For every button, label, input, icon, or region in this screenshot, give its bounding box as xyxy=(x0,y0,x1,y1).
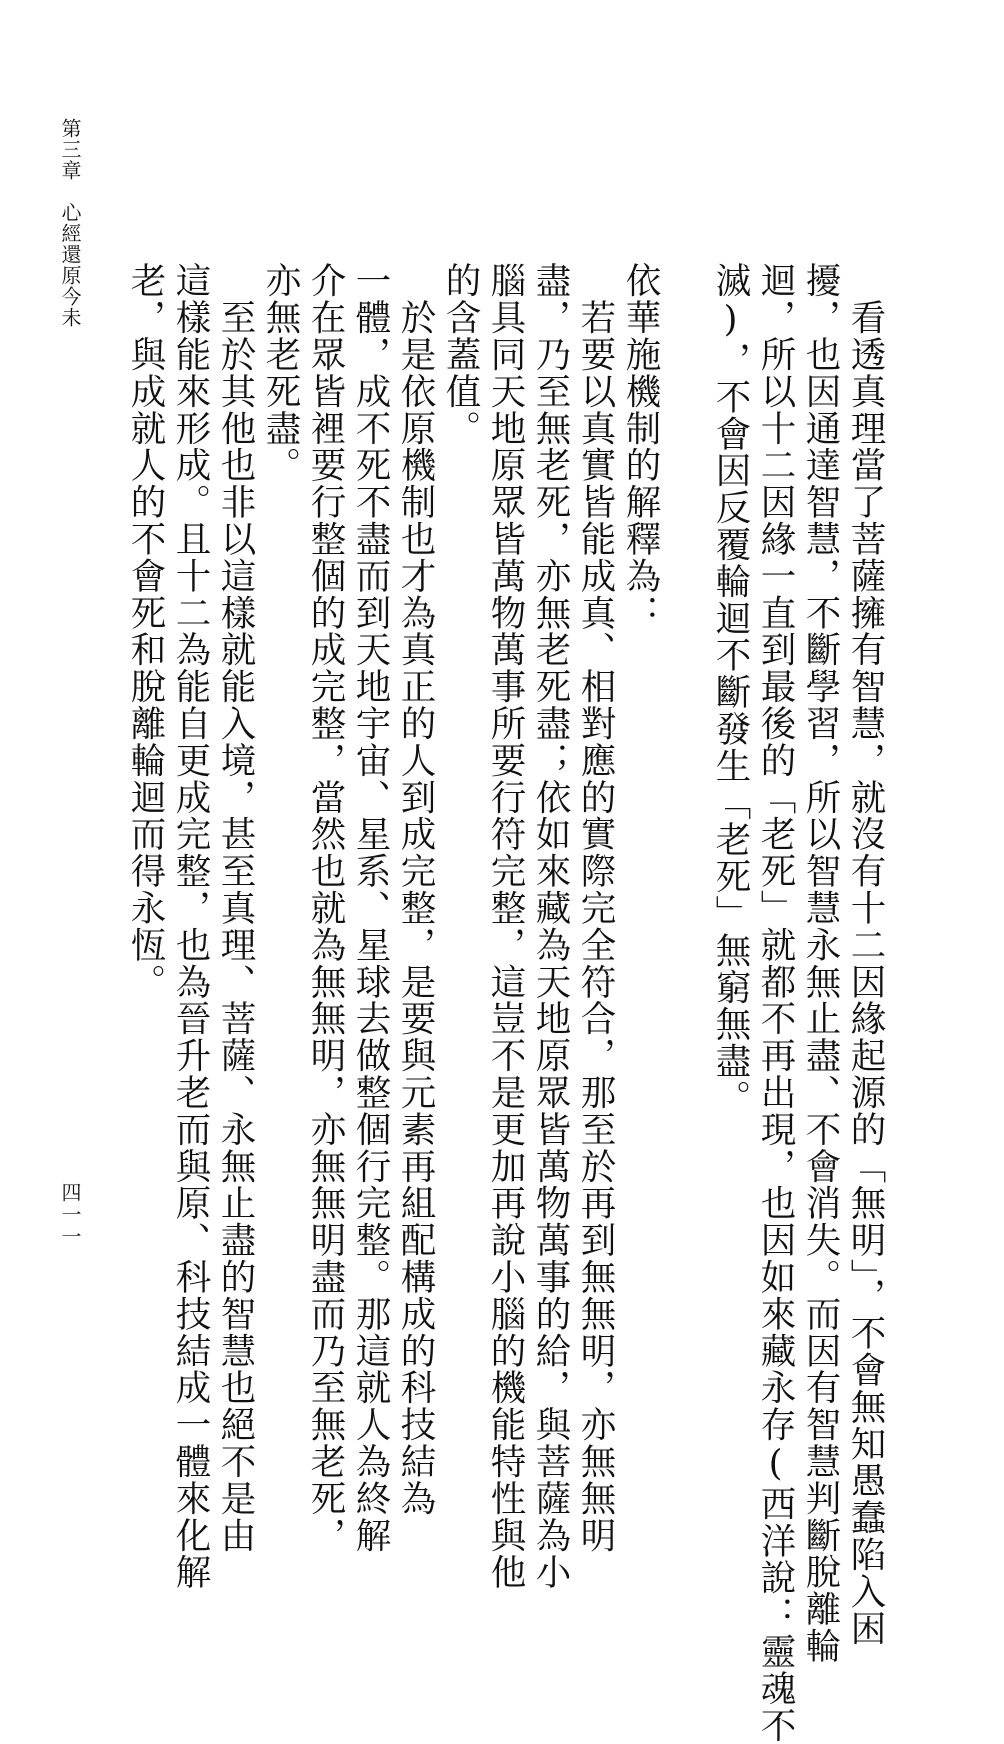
text-column-1: 看透真理當了菩薩擁有智慧，就沒有十二因緣起源的「無明」，不會無知愚蠢陷入困 xyxy=(845,262,886,1647)
text-column-6: 若要以真實皆能成真、相對應的實際完全符合，那至於再到無無明，亦無無明 xyxy=(575,262,616,1554)
text-column-4: 滅)，不會因反覆輪迴不斷發生「老死」無窮無盡。 xyxy=(710,262,751,1117)
text-column-16: 老，與成就人的不會死和脫離輪迴而得永恆。 xyxy=(125,262,166,1000)
text-column-7: 盡，乃至無老死，亦無老死盡；依如來藏為天地原眾皆萬物萬事的給，與菩薩為小 xyxy=(530,262,571,1591)
text-column-14: 至於其他也非以這樣就能入境，甚至真理、菩薩、永無止盡的智慧也絕不是由 xyxy=(215,262,256,1554)
running-head: 第三章 心經還原今未 xyxy=(58,118,82,328)
text-column-11: 一體，成不死不盡而到天地宇宙、星系、星球去做整個行完整。那這就人為終解 xyxy=(350,262,391,1554)
text-column-2: 擾，也因通達智慧，不斷學習，所以智慧永無止盡、不會消失。而因有智慧判斷脫離輪 xyxy=(800,262,841,1665)
text-column-10: 於是依原機制也才為真正的人到成完整，是要與元素再組配構成的科技結為 xyxy=(395,262,436,1517)
page-number: 四一一 xyxy=(58,1182,82,1248)
text-column-15: 這樣能來形成。且十二為能自更成完整，也為晉升老而與原、科技結成一體來化解 xyxy=(170,262,211,1591)
text-column-8: 腦具同天地原眾皆萬物萬事所要行符完整，這豈不是更加再說小腦的機能特性與他 xyxy=(485,262,526,1591)
text-column-9: 的含蓋值。 xyxy=(440,262,481,447)
text-column-13: 亦無老死盡。 xyxy=(260,262,301,484)
text-column-3: 迴，所以十二因緣一直到最後的「老死」就都不再出現，也因如來藏永存(西洋說：靈魂不 xyxy=(755,262,796,1744)
text-column-12: 介在眾皆裡要行整個的成完整，當然也就為無無明，亦無無明盡而乃至無老死， xyxy=(305,262,346,1554)
text-column-5: 依華施機制的解釋為： xyxy=(620,262,661,631)
